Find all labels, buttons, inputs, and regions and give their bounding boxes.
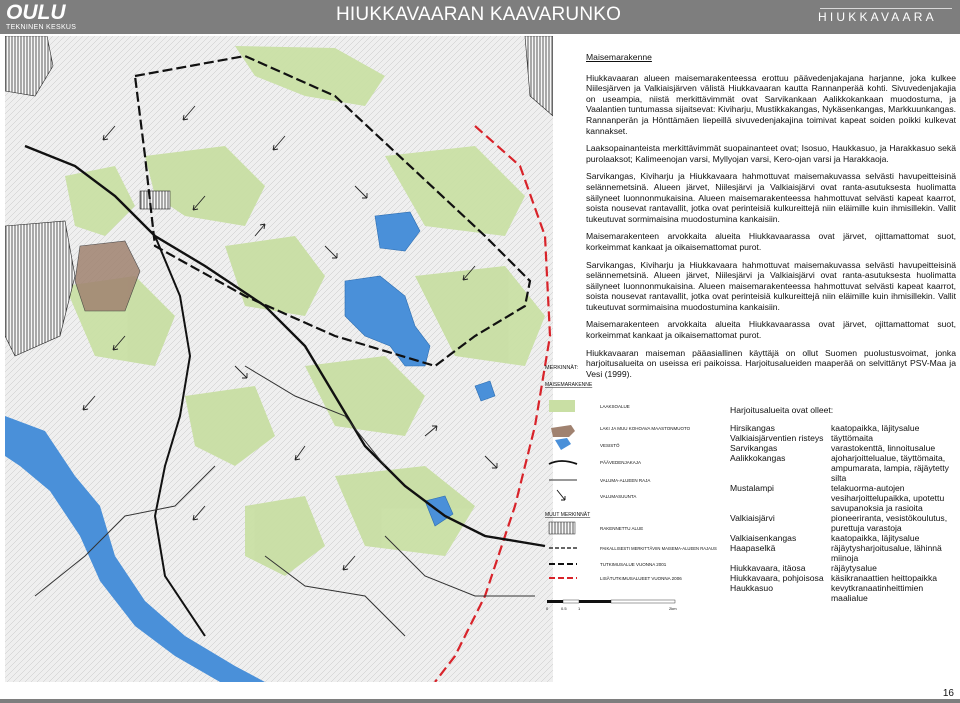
paragraph-3: Sarvikangas, Kiviharju ja Hiukkavaara hahmottuvat maisemakuvassa selvästi havupeitteisinä selännemetsinä. Alueen järvet, Niilesjärvi ja Valkiaisjärvi ovat ranta-asutuksesta huolimatta säilyneet luonnonmukaisina. Alueen maisemarakenteessa hahmottuvat selvästi kapeat kaarrot, soista nousevat rantavallit, jotka ovat perinteisiä kulkureittejä niin eläimille kuin ihmisillekin. Vallit tukeutuvat sormimaisina muodostumina kankaisiin. xyxy=(586,171,956,224)
page-header xyxy=(0,0,960,34)
page-number: 16 xyxy=(942,688,954,699)
list-item: Sarvikangas varastokenttä, linnoitusalue xyxy=(730,443,936,453)
description-text xyxy=(586,52,956,386)
list-item: Valkiaisenkangas kaatopaikka, läjitysalue xyxy=(730,533,920,543)
legend-item-study-2006: LISÄTUTKIMUSALUEET VUONNA 2006 xyxy=(600,576,682,581)
oulu-logo xyxy=(6,2,76,32)
training-areas-title: Harjoitusalueita ovat olleet: xyxy=(730,405,834,415)
scale-label-0: 0 xyxy=(546,606,549,611)
legend-item-study-2001: TUTKIMUSALUE VUONNA 2001 xyxy=(600,562,667,567)
legend-item-built: RAKENNETTU ALUE xyxy=(600,526,644,531)
training-areas-list xyxy=(730,405,958,603)
list-item: Valkiaisjärvi pioneeriranta, vesistökoulutus, purettuja varastoja xyxy=(730,513,948,533)
legend-title: MERKINNÄT: xyxy=(545,365,579,371)
legend-swatch-built xyxy=(549,522,575,534)
legend-swatch-flow xyxy=(557,490,565,500)
legend-swatch-water xyxy=(555,438,571,450)
paragraph-4: Maisemarakenteen arvokkaita alueita Hiukkavaarassa ovat järvet, ojittamattomat suot, korkeimmat kankaat ja oikaisemattomat purot. xyxy=(586,231,956,252)
landscape-structure-map xyxy=(5,36,553,682)
legend-item-flow: VALUMASUUNTA xyxy=(600,494,637,499)
paragraph-7: Hiukkavaaran maiseman pääasiallinen käyttäjä on ollut Suomen puolustusvoimat, jonka harjoitusalueita on useissa eri paikoissa. Harjoitusalueiden maaperää on selvittänyt PSV-Maa ja Vesi (1999). xyxy=(586,347,956,379)
legend-item-local-landscape: PAIKALLISESTI MERKITTÄVIIN MAISEMA-ALUEEN RAJAUS xyxy=(600,546,717,551)
legend-swatch-watershed xyxy=(549,461,577,464)
list-item: Aalikkokangas ajoharjoittelualue, täyttömaita, ampumarata, lampia, räjäytetty silta xyxy=(730,453,949,483)
legend-item-catchment: VALUMA-ALUEEN RAJA xyxy=(600,478,651,483)
legend-swatch-valley xyxy=(549,400,575,412)
legend-item-valley: LAAKSOALUE xyxy=(600,404,630,409)
brand-logo: HIUKKAVAARA xyxy=(818,10,937,24)
scale-label-2km: 2km xyxy=(669,606,677,611)
paragraph-6: Maisemarakenteen arvokkaita alueita Hiukkavaarassa ovat järvet, ojittamattomat suot, korkeimmat kankaat ja oikaisemattomat purot. xyxy=(586,319,956,341)
legend-item-water: VESISTÖ xyxy=(600,443,620,448)
map-legend xyxy=(545,356,725,676)
list-item: Haapaselkä räjäytysharjoitusalue, lähinnä miinoja xyxy=(730,543,942,563)
logo-subtitle: TEKNINEN KESKUS xyxy=(6,24,77,31)
list-item: Hiukkavaara, pohjoisosa käsikranaattien heittopaikka xyxy=(730,573,938,583)
page-title: HIUKKAVAARAN KAAVARUNKO xyxy=(336,4,622,25)
footer-bar xyxy=(0,699,960,703)
legend-item-raised: LAKI JA MUU KOHOAVA MAASTONMUOTO xyxy=(600,426,691,431)
paragraph-1: Hiukkavaaran alueen maisemarakenteessa erottuu päävedenjakajana harjanne, joka kulkee Niilesjärven ja Valkiaisjärven välistä Hiukkavaaran kautta Rannanperää kohti. Sivuvedenjakajia on useampia, niistä merkittävimmät ovat Sarvikankaan Aalikkokankaan muodostuma, ja Vaalantien tuntumassa sijaitsevat: Kiviharju, Mustikkakangas, Nykäsenkangas, Markkuunkangas. Rannanperän ja Hönttämäen liepeillä sivuvedenjakajina toimivat kapeat soiden poikki kulkevat kannakset. xyxy=(586,72,956,136)
paragraph-2: Laaksopainanteista merkittävimmät suopainanteet ovat; Isosuo, Haukkasuo, ja Harakkasuo sekä purolaaksot; Kalimeenojan varsi, Myllyojan varsi, Kero-ojan varsi ja Harakkaoja. xyxy=(586,143,956,164)
brand-divider xyxy=(820,8,952,9)
list-item: Haukkasuo kevytkranaatinheittimien maalialue xyxy=(730,583,924,603)
list-item: Valkiaisjärventien risteys täyttömaita xyxy=(730,433,874,443)
legend-section-1: MAISEMARAKENNE xyxy=(545,382,593,388)
scale-label-05: 0.5 xyxy=(561,606,567,611)
legend-item-watershed: PÄÄVEDENJAKAJA xyxy=(600,460,642,465)
scale-bar xyxy=(546,600,677,611)
list-item: Hiukkavaara, itäosa räjäytysalue xyxy=(730,563,877,573)
paragraph-5: Sarvikangas, Kiviharju ja Hiukkavaara hahmottuvat maisemakuvassa selvästi havupeitteisinä selännemetsinä. Alueen järvet, Niilesjärvi ja Valkiaisjärvi ovat ranta-asutuksesta huolimatta säilyneet luonnonmukaisina. Alueen maisemarakenteessa hahmottuvat selvästi kapeat kaarrot, soista nousevat rantavallit, jotka ovat perinteisiä kulkureittejä niin eläimille kuin ihmisillekin. Vallit tukeutuvat sormimaisina muodostumina kankaisiin. xyxy=(586,259,956,312)
legend-swatch-raised xyxy=(551,425,575,437)
list-item: Hirsikangas kaatopaikka, läjitysalue xyxy=(730,423,920,433)
scale-label-1: 1 xyxy=(578,606,581,611)
list-item: Mustalampi telakuorma-autojen vesiharjoittelupaikka, upotettu savupanoksia ja rasioita xyxy=(730,483,945,513)
logo-text: OULU xyxy=(6,1,66,24)
map-background xyxy=(5,36,553,682)
section-title: Maisemarakenne xyxy=(586,52,652,62)
legend-section-2: MUUT MERKINNÄT xyxy=(545,512,591,518)
